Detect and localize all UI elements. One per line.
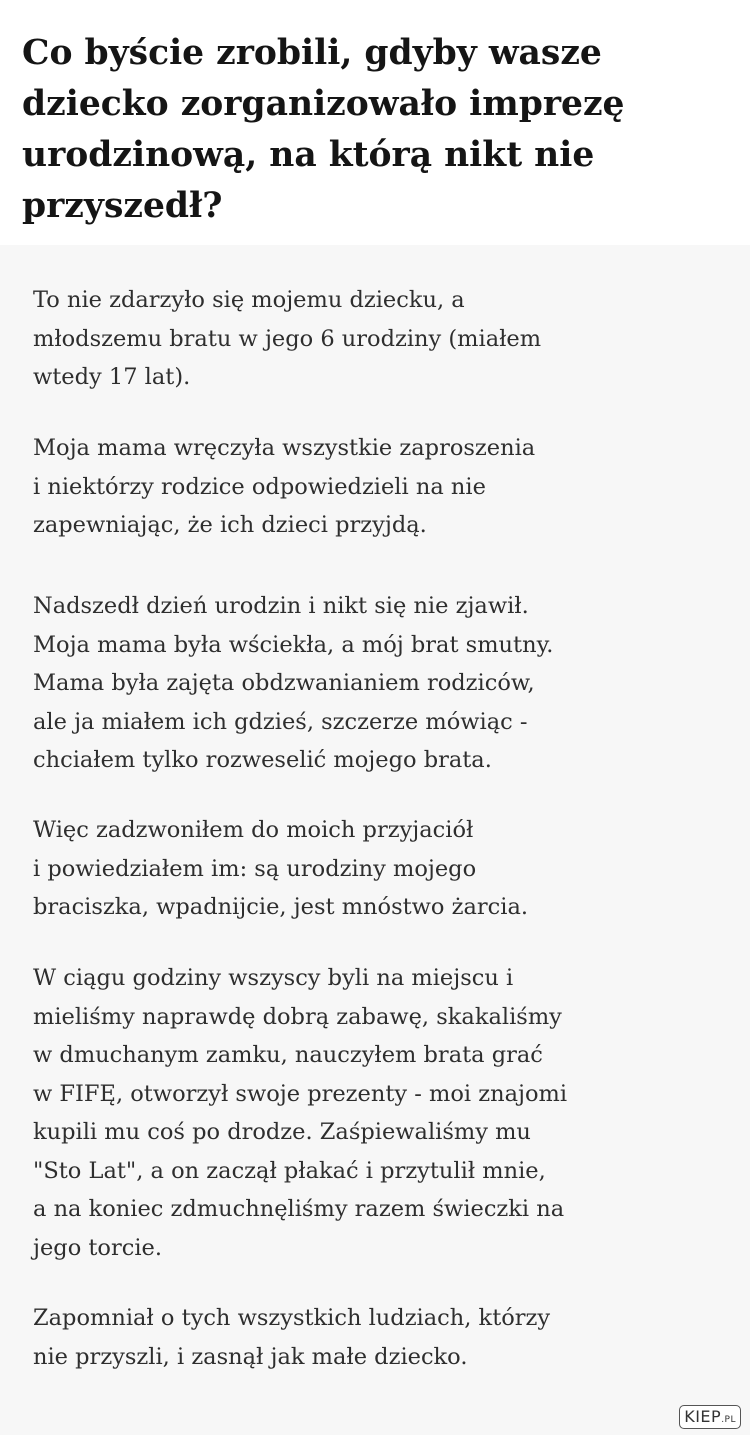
watermark-suffix: .PL	[721, 1415, 736, 1425]
text-line: i powiedziałem im: są urodziny mojego	[33, 855, 477, 882]
text-line: mieliśmy naprawdę dobrą zabawę, skakaliśmy	[33, 1003, 562, 1030]
paragraph	[33, 959, 733, 1267]
title-line: Co byście zrobili, gdyby wasze	[22, 33, 602, 73]
article-body	[0, 245, 750, 1435]
text-line: wtedy 17 lat).	[33, 364, 191, 390]
paragraph	[33, 1299, 733, 1376]
text-line: braciszka, wpadnijcie, jest mnóstwo żarcia.	[33, 894, 529, 920]
text-line: W ciągu godziny wszyscy byli na miejscu i	[33, 965, 514, 991]
text-line: w FIFĘ, otworzył swoje prezenty - moi znajomi	[33, 1080, 568, 1107]
text-line: "Sto Lat", a on zaczął płakać i przytulił mnie,	[33, 1157, 546, 1184]
text-line: Nadszedł dzień urodzin i nikt się nie zjawił.	[33, 593, 529, 619]
text-line: kupili mu coś po drodze. Zaśpiewaliśmy mu	[33, 1119, 531, 1145]
header	[0, 0, 750, 245]
text-line: zapewniając, że ich dzieci przyjdą.	[33, 512, 427, 538]
text-line: Moja mama była wściekła, a mój brat smutny.	[33, 631, 554, 658]
text-line: młodszemu bratu w jego 6 urodziny (miałem	[33, 325, 542, 352]
text-line: ale ja miałem ich gdzieś, szczerze mówiąc -	[33, 708, 528, 735]
title-line: dziecko zorganizowało imprezę	[22, 84, 625, 124]
text-line: Więc zadzwoniłem do moich przyjaciół	[33, 817, 474, 843]
paragraph	[33, 281, 733, 397]
text-line: Mama była zajęta obdzwanianiem rodziców,	[33, 670, 535, 696]
site-watermark	[679, 1405, 741, 1429]
title-line: urodzinową, na którą nikt nie	[22, 135, 595, 175]
text-line: Zapomniał o tych wszystkich ludziach, którzy	[33, 1305, 551, 1331]
text-line: jego torcie.	[33, 1234, 163, 1261]
page-title	[22, 28, 734, 232]
paragraph	[33, 811, 733, 927]
paragraph	[33, 587, 733, 780]
text-line: a na koniec zdmuchnęliśmy razem świeczki na	[33, 1196, 565, 1222]
text-line: Moja mama wręczyła wszystkie zaproszenia	[33, 435, 536, 461]
text-line: nie przyszli, i zasnął jak małe dziecko.	[33, 1343, 468, 1370]
title-line: przyszedł?	[22, 186, 223, 226]
paragraph	[33, 429, 733, 545]
watermark-text: KIEP	[684, 1407, 722, 1426]
text-line: To nie zdarzyło się mojemu dziecku, a	[33, 287, 465, 313]
text-line: i niektórzy rodzice odpowiedzieli na nie	[33, 473, 486, 500]
text-line: w dmuchanym zamku, nauczyłem brata grać	[33, 1042, 543, 1068]
text-line: chciałem tylko rozweselić mojego brata.	[33, 747, 492, 773]
